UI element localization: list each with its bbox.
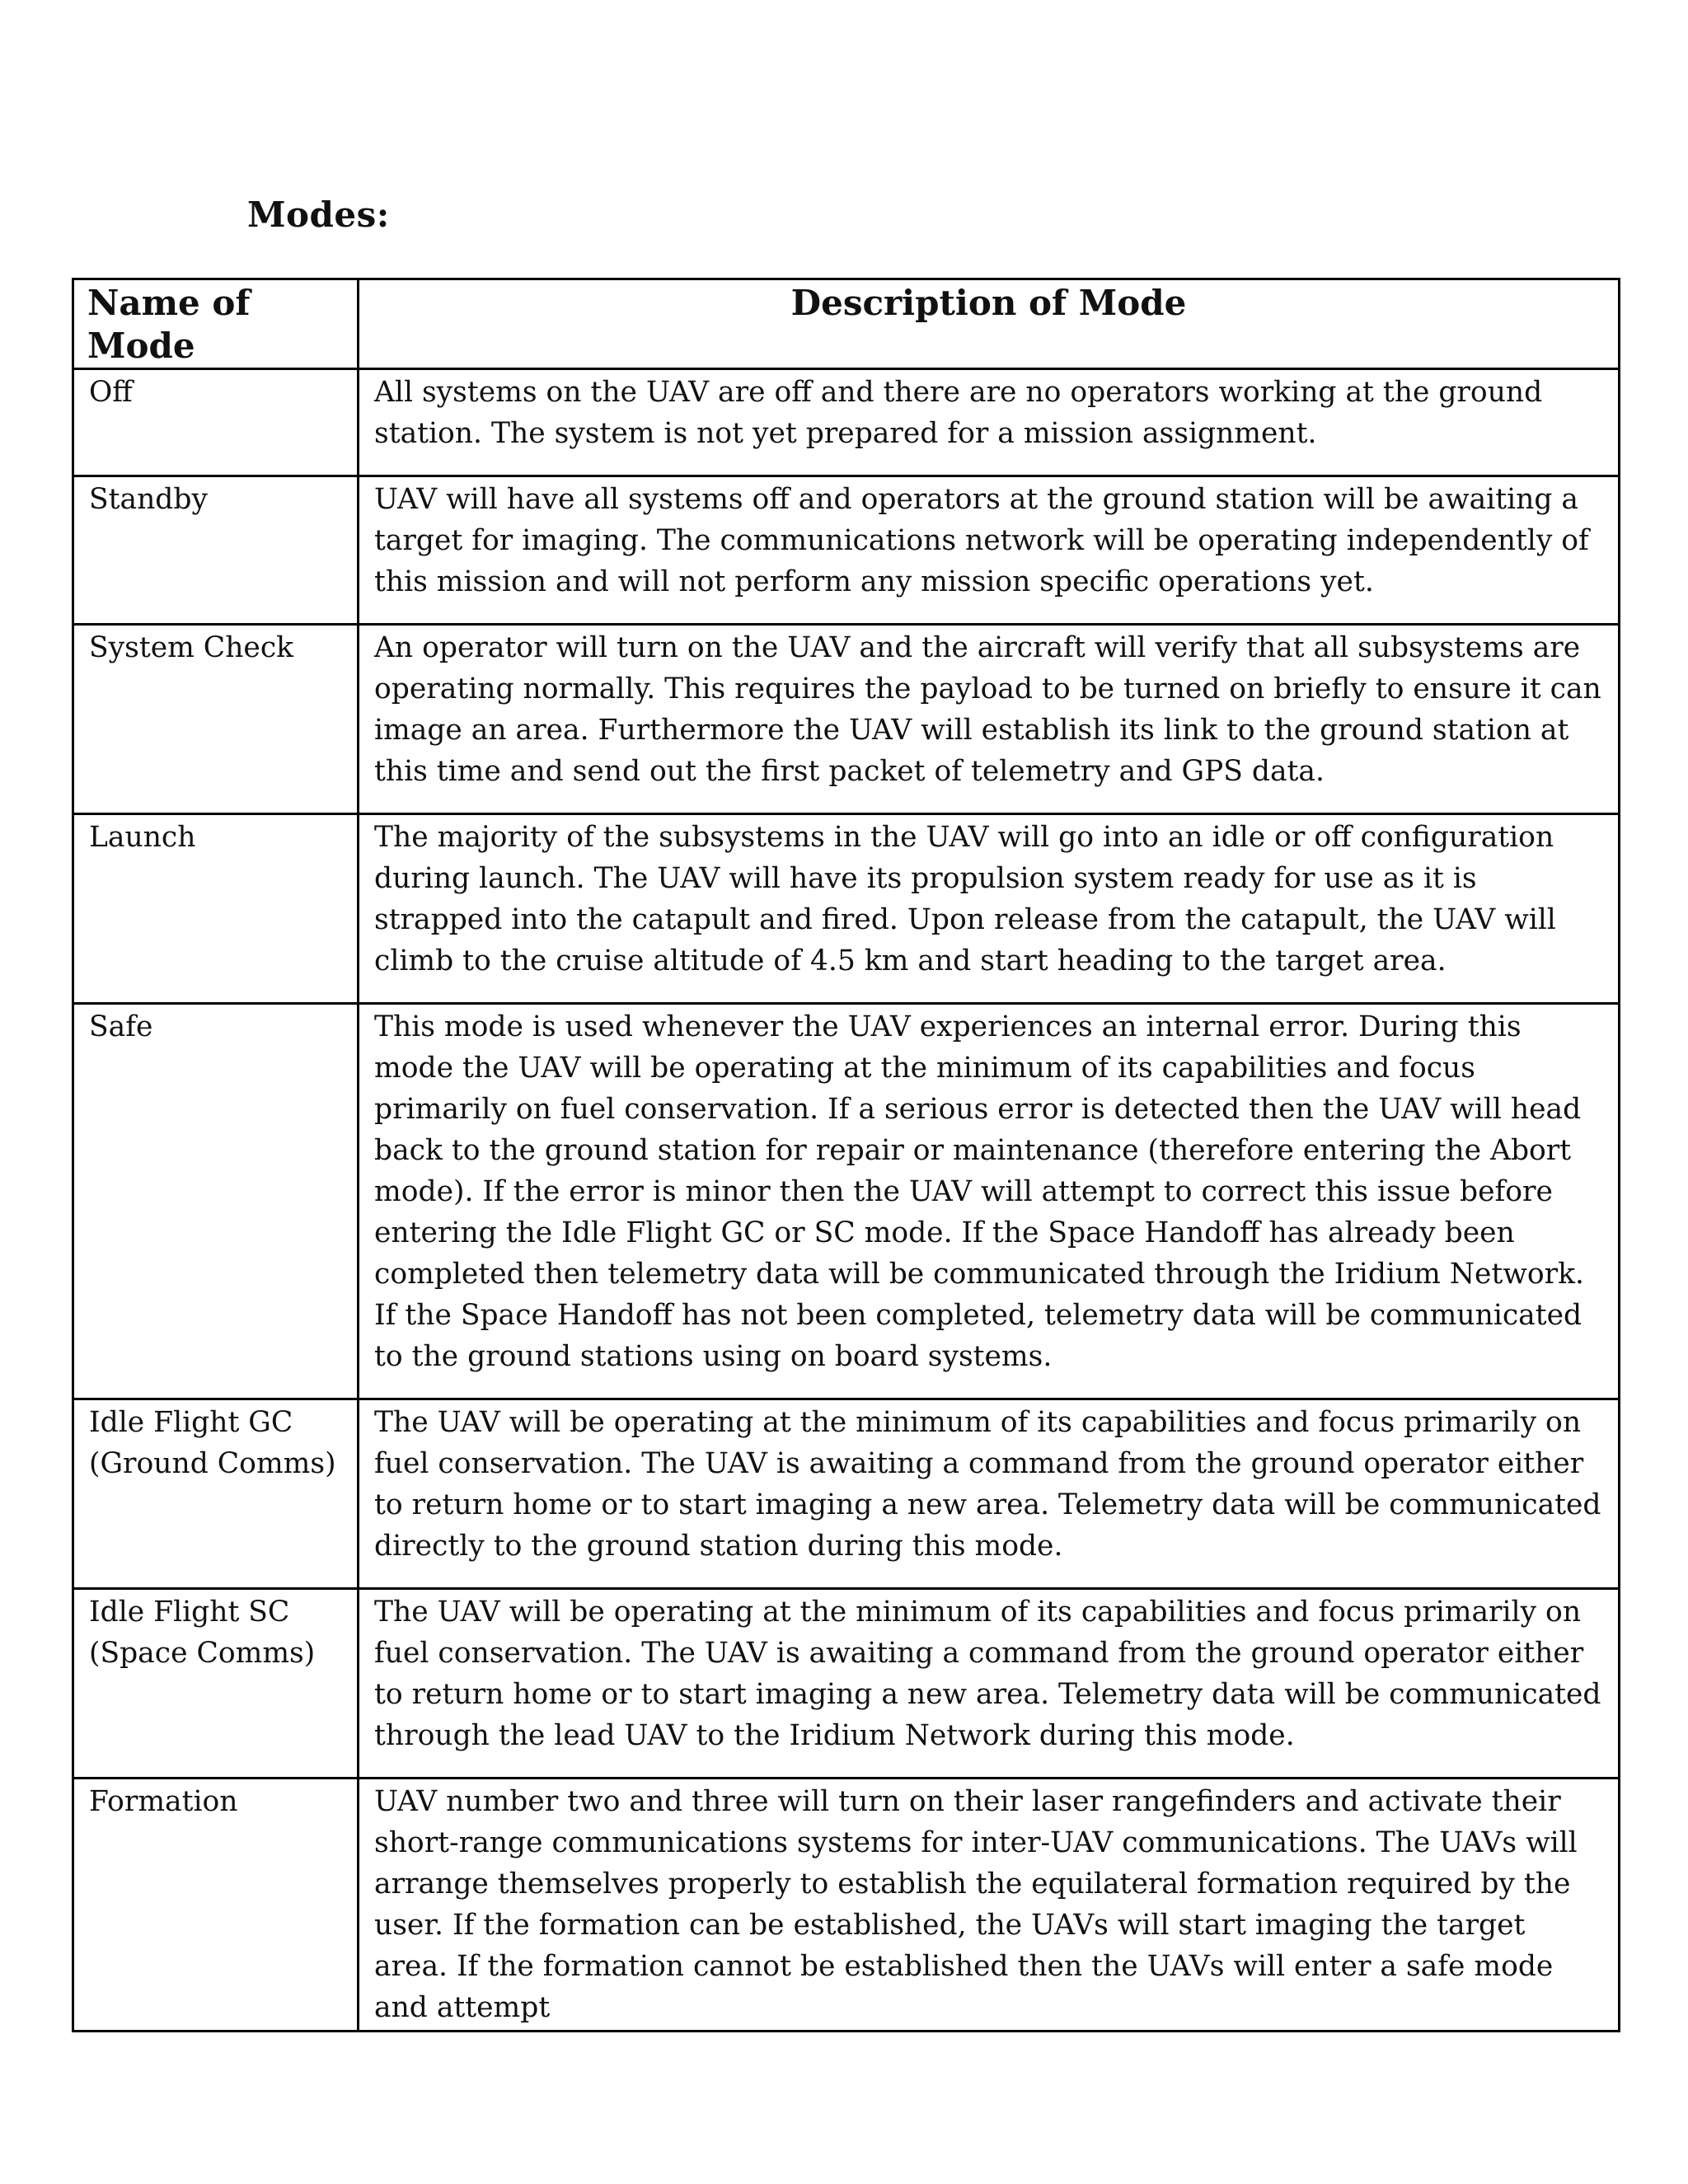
table-row	[73, 1779, 1620, 2032]
table-row	[73, 369, 1620, 476]
mode-description-cell: UAV number two and three will turn on their laser rangefinders and activate their short-range communications systems for inter-UAV communications. The UAVs will arrange themselves properly to establish the equilateral formation required by the user. If the formation can be established, the UAVs will start imaging the target area. If the formation cannot be established then the UAVs will enter a safe mode and attempt	[359, 1779, 1620, 2032]
modes-table	[72, 278, 1620, 2032]
mode-description-cell: The UAV will be operating at the minimum of its capabilities and focus primarily on fuel conservation. The UAV is awaiting a command from the ground operator either to return home or to start imaging a new area. Telemetry data will be communicated directly to the ground station during this mode.	[359, 1399, 1620, 1589]
header-description-of-mode: Description of Mode	[359, 279, 1620, 369]
mode-name-cell: Launch	[73, 814, 359, 1004]
mode-name-cell: Formation	[73, 1779, 359, 2032]
table-row	[73, 814, 1620, 1004]
mode-name-cell: Off	[73, 369, 359, 476]
table-row	[73, 1589, 1620, 1779]
mode-description-cell: The majority of the subsystems in the UAV will go into an idle or off configuration during launch. The UAV will have its propulsion system ready for use as it is strapped into the catapult and fired. Upon release from the catapult, the UAV will climb to the cruise altitude of 4.5 km and start heading to the target area.	[359, 814, 1620, 1004]
mode-name-cell: Standby	[73, 476, 359, 625]
mode-name-cell: Idle Flight GC (Ground Comms)	[73, 1399, 359, 1589]
mode-name-cell: Safe	[73, 1004, 359, 1399]
mode-description-cell: An operator will turn on the UAV and the aircraft will verify that all subsystems are operating normally. This requires the payload to be turned on briefly to ensure it can image an area. Furthermore the UAV will establish its link to the ground station at this time and send out the first packet of telemetry and GPS data.	[359, 625, 1620, 814]
table-header-row	[73, 279, 1620, 369]
header-name-of-mode: Name of Mode	[73, 279, 359, 369]
mode-description-cell: All systems on the UAV are off and there are no operators working at the ground station. The system is not yet prepared for a mission assignment.	[359, 369, 1620, 476]
mode-description-cell: UAV will have all systems off and operators at the ground station will be awaiting a target for imaging. The communications network will be operating independently of this mission and will not perform any mission specific operations yet.	[359, 476, 1620, 625]
table-row	[73, 1399, 1620, 1589]
section-heading: Modes:	[247, 194, 390, 235]
table-row	[73, 625, 1620, 814]
mode-description-cell: The UAV will be operating at the minimum of its capabilities and focus primarily on fuel conservation. The UAV is awaiting a command from the ground operator either to return home or to start imaging a new area. Telemetry data will be communicated through the lead UAV to the Iridium Network during this mode.	[359, 1589, 1620, 1779]
mode-name-cell: System Check	[73, 625, 359, 814]
mode-description-cell: This mode is used whenever the UAV experiences an internal error. During this mode the UAV will be operating at the minimum of its capabilities and focus primarily on fuel conservation. If a serious error is detected then the UAV will head back to the ground station for repair or maintenance (therefore entering the Abort mode). If the error is minor then the UAV will attempt to correct this issue before entering the Idle Flight GC or SC mode. If the Space Handoff has already been completed then telemetry data will be communicated through the Iridium Network. If the Space Handoff has not been completed, telemetry data will be communicated to the ground stations using on board systems.	[359, 1004, 1620, 1399]
table-row	[73, 1004, 1620, 1399]
table-row	[73, 476, 1620, 625]
mode-name-cell: Idle Flight SC (Space Comms)	[73, 1589, 359, 1779]
